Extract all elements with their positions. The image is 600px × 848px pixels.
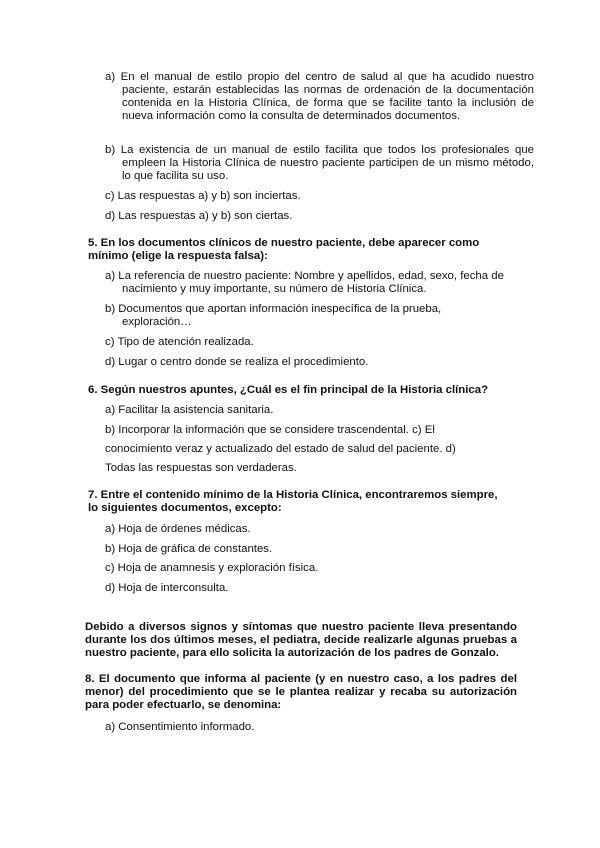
case-intro: Debido a diversos signos y síntomas que nuestro paciente lleva presentando durante los dos últimos meses, el pediatra, decide realizarle algunas pruebas a nuestro paciente, para ello solicita la autorización de los padres de Gonzalo. <box>85 621 517 659</box>
q6-option-a: a) Facilitar la asistencia sanitaria. <box>105 404 274 416</box>
q7-option-b: b) Hoja de gráfica de constantes. <box>105 543 273 555</box>
q7-option-a: a) Hoja de órdenes médicas. <box>105 523 251 535</box>
q4-option-c: c) Las respuestas a) y b) son inciertas. <box>105 190 301 202</box>
q6-options-line-3: conocimiento veraz y actualizado del estado de salud del paciente. d) <box>105 443 456 455</box>
q4-option-a: a) En el manual de estilo propio del centro de salud al que ha acudido nuestro paciente, estarán establecidas las normas de ordenación de la documentación contenida en la Historia Clínica, de forma que se facilite tanto la inclusión de nueva información como la consulta de determinados documentos. <box>105 71 534 122</box>
q5-question: 5. En los documentos clínicos de nuestro paciente, debe aparecer como mínimo (elige la respuesta falsa): <box>88 237 480 262</box>
q8-option-a: a) Consentimiento informado. <box>105 721 255 733</box>
q5-option-b: b) Documentos que aportan información inespecífica de la prueba, exploración… <box>105 303 442 328</box>
q6-question: 6. Según nuestros apuntes, ¿Cuál es el fin principal de la Historia clínica? <box>88 384 489 396</box>
q5-option-d: d) Lugar o centro donde se realiza el procedimiento. <box>105 356 369 368</box>
q6-options-line-4: Todas las respuestas son verdaderas. <box>105 462 297 474</box>
q4-option-b: b) La existencia de un manual de estilo facilita que todos los profesionales que empleen la Historia Clínica de nuestro paciente participen de un mismo método, lo que facilita su uso. <box>105 144 534 182</box>
q8-question: 8. El documento que informa al paciente (y en nuestro caso, a los padres del menor) del procedimiento que se le plantea realizar y recaba su autorización para poder efectuarlo, se denomina: <box>85 673 517 711</box>
q7-option-d: d) Hoja de interconsulta. <box>105 582 229 594</box>
q5-option-c: c) Tipo de atención realizada. <box>105 336 254 348</box>
q6-options-line-2: b) Incorporar la información que se considere trascendental. c) El <box>105 424 435 436</box>
q4-option-d: d) Las respuestas a) y b) son ciertas. <box>105 210 293 222</box>
q5-option-a: a) La referencia de nuestro paciente: Nombre y apellidos, edad, sexo, fecha de nacimiento y muy importante, su número de Historia Clínica. <box>105 270 504 295</box>
q7-question: 7. Entre el contenido mínimo de la Historia Clínica, encontraremos siempre, lo siguientes documentos, excepto: <box>88 489 498 514</box>
q7-option-c: c) Hoja de anamnesis y exploración física. <box>105 562 319 574</box>
